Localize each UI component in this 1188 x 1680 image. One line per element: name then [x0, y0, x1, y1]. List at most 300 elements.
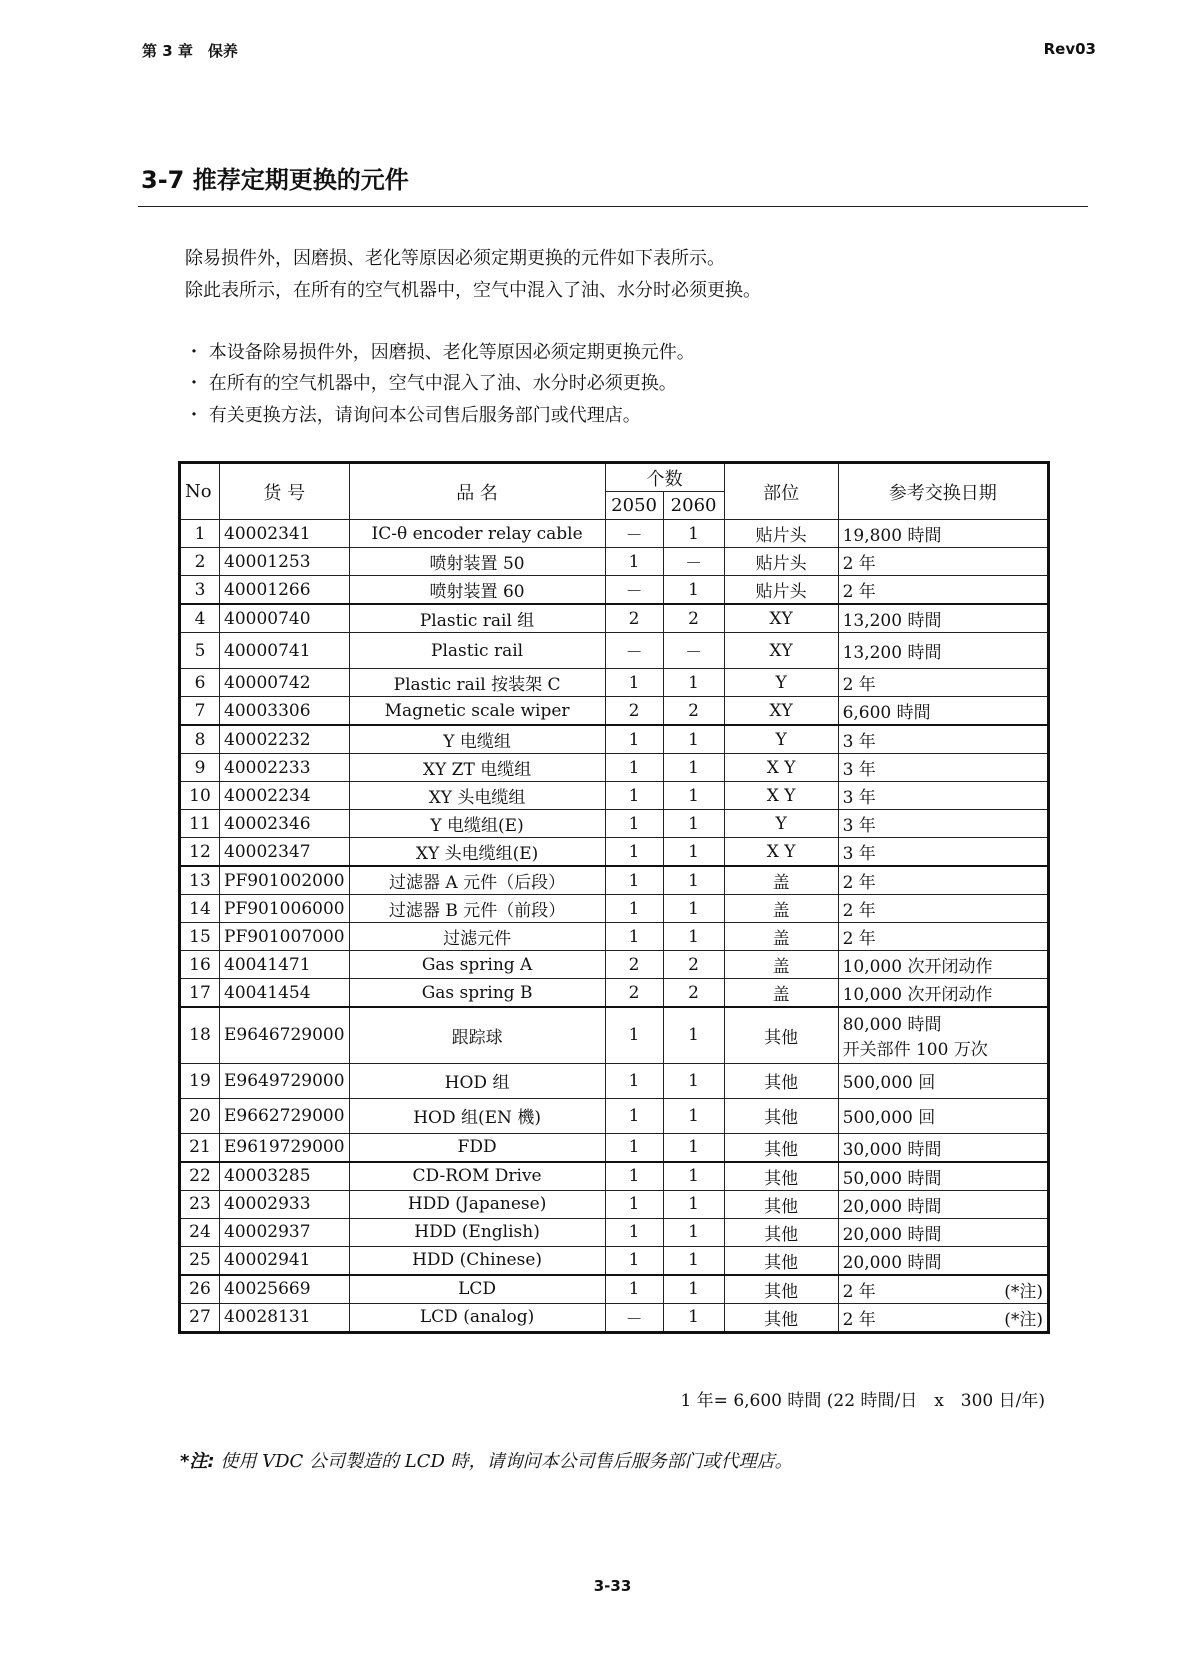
- location-text: X Y: [766, 757, 796, 778]
- table-row: [180, 697, 1049, 726]
- qty-2050: [605, 576, 663, 605]
- part-number-text: PF901002000: [224, 870, 345, 891]
- location-text: 盖: [772, 873, 790, 893]
- part-name: [349, 1246, 605, 1275]
- part-name-text: HOD 组(EN 機): [413, 1108, 541, 1128]
- row-no: [180, 1246, 220, 1275]
- replacement-period: [838, 633, 1048, 669]
- row-no-text: 7: [194, 700, 206, 721]
- part-name: [349, 838, 605, 867]
- part-number: [220, 923, 350, 951]
- row-no-text: 2: [194, 551, 206, 572]
- qty-2060: [663, 1275, 724, 1304]
- part-number: [220, 754, 350, 782]
- part-name: [349, 604, 605, 633]
- part-number: [220, 725, 350, 754]
- location: [724, 604, 838, 633]
- qty-2060-text: 1: [688, 898, 699, 919]
- replacement-period-text: 500,000 回: [842, 1073, 936, 1093]
- qty-2050-text: 1: [628, 551, 640, 572]
- qty-2060: [663, 520, 724, 548]
- row-no-text: 12: [189, 841, 211, 862]
- part-name: [349, 725, 605, 754]
- part-name-text: 跟踪球: [451, 1027, 503, 1048]
- replacement-period-text: 2 年: [842, 554, 876, 574]
- table-row: [180, 1007, 1049, 1063]
- qty-2060-text: 1: [688, 813, 699, 834]
- part-name: [349, 697, 605, 726]
- location-text: 贴片头: [755, 582, 807, 602]
- qty-2050: [605, 1133, 663, 1162]
- qty-2060-text: 1: [688, 926, 699, 947]
- qty-2060: [663, 1303, 724, 1332]
- qty-2060: [663, 1246, 724, 1275]
- row-no: [180, 520, 220, 548]
- replacement-period-text: 2 年: [842, 1309, 876, 1330]
- row-no-text: 8: [194, 729, 206, 750]
- replacement-period: [838, 520, 1048, 548]
- replacement-period-text: 20,000 時間: [842, 1224, 942, 1245]
- qty-2060: [663, 1007, 724, 1063]
- table-row: [180, 576, 1049, 605]
- part-number: [220, 1133, 350, 1162]
- table-row: [180, 1063, 1049, 1098]
- part-name-text: 过滤器 A 元件（后段）: [389, 873, 566, 893]
- qty-2050: [605, 1275, 663, 1304]
- part-name-text: Y 电缆组: [443, 732, 511, 752]
- qty-2050-text: 1: [628, 672, 640, 693]
- qty-2050-text: 1: [628, 729, 640, 750]
- location: [724, 1190, 838, 1218]
- col-period: 参考交换日期: [838, 463, 1048, 520]
- qty-2060-text: 1: [688, 1070, 699, 1091]
- qty-2050-text: 1: [628, 898, 640, 919]
- qty-2050: [605, 866, 663, 895]
- part-name-text: HDD (Chinese): [412, 1250, 543, 1270]
- part-number: [220, 576, 350, 605]
- qty-2060-text: 1: [688, 1105, 699, 1126]
- table-row: [180, 548, 1049, 576]
- part-number: [220, 1063, 350, 1098]
- row-no-text: 17: [189, 982, 211, 1003]
- part-number: [220, 838, 350, 867]
- location-text: XY: [769, 640, 793, 661]
- part-name-text: LCD: [458, 1279, 497, 1299]
- row-no: [180, 669, 220, 697]
- location: [724, 1063, 838, 1098]
- qty-2060-text: －: [685, 643, 703, 663]
- part-name-text: HOD 组: [444, 1073, 510, 1093]
- replacement-period: [838, 979, 1048, 1008]
- qty-2050-text: 1: [628, 870, 640, 891]
- table-row: [180, 979, 1049, 1008]
- chapter-header: 第 3 章 保养: [142, 42, 238, 60]
- row-no-text: 24: [189, 1222, 211, 1242]
- part-number-text: 40001253: [224, 551, 311, 572]
- replacement-period: [838, 697, 1048, 726]
- part-number: [220, 866, 350, 895]
- qty-2060-text: －: [685, 554, 703, 574]
- replacement-period: [838, 1303, 1048, 1332]
- part-name: [349, 1218, 605, 1246]
- bullet-item: ・ 有关更换方法，请询问本公司售后服务部门或代理店。: [185, 405, 641, 426]
- row-no: [180, 782, 220, 810]
- part-number-text: 40003285: [224, 1166, 311, 1186]
- replacement-period: [838, 576, 1048, 605]
- part-number: [220, 1007, 350, 1063]
- location-text: 其他: [764, 1108, 799, 1128]
- qty-2050-text: 1: [628, 1137, 640, 1157]
- table-row: [180, 923, 1049, 951]
- row-no: [180, 1063, 220, 1098]
- location-text: 盖: [772, 901, 790, 921]
- part-name-text: Y 电缆组(E): [430, 816, 524, 836]
- part-number-text: 40002937: [224, 1222, 311, 1242]
- table-row: [180, 1246, 1049, 1275]
- part-number-text: 40025669: [224, 1279, 311, 1299]
- location-text: Y: [775, 813, 787, 834]
- table-row: [180, 810, 1049, 838]
- replacement-period: [838, 951, 1048, 979]
- qty-2050: [605, 1218, 663, 1246]
- part-number-text: 40041454: [224, 982, 311, 1003]
- row-no-text: 10: [189, 785, 211, 806]
- qty-2050-text: 1: [628, 757, 640, 778]
- row-no: [180, 923, 220, 951]
- part-name-text: HDD (Japanese): [407, 1194, 547, 1214]
- bullet-item: ・ 在所有的空气机器中，空气中混入了油、水分时必须更换。: [185, 373, 677, 394]
- parts-table: [178, 461, 1050, 1334]
- replacement-period: [838, 895, 1048, 923]
- qty-2050-text: 1: [628, 1279, 640, 1299]
- part-number: [220, 669, 350, 697]
- replacement-period-text: 2 年: [842, 901, 876, 921]
- replacement-period: [838, 1275, 1048, 1304]
- part-name-text: XY 头电缆组(E): [415, 844, 539, 864]
- part-name: [349, 895, 605, 923]
- replacement-period-text: 2 年: [842, 582, 876, 602]
- intro-line: 除此表所示，在所有的空气机器中，空气中混入了油、水分时必须更换。: [185, 280, 761, 301]
- table-row: [180, 1098, 1049, 1133]
- part-number: [220, 1303, 350, 1332]
- table-row: [180, 782, 1049, 810]
- qty-2050-text: 1: [628, 1070, 640, 1091]
- qty-2060: [663, 1063, 724, 1098]
- replacement-period-text: 13,200 時間: [842, 611, 942, 631]
- part-name: [349, 1063, 605, 1098]
- location: [724, 951, 838, 979]
- qty-2050-text: －: [625, 1309, 643, 1330]
- row-no-text: 6: [194, 672, 206, 693]
- part-number-text: 40000741: [224, 640, 311, 661]
- qty-2060: [663, 576, 724, 605]
- table-row: [180, 604, 1049, 633]
- part-number: [220, 979, 350, 1008]
- row-no: [180, 725, 220, 754]
- qty-2060: [663, 1098, 724, 1133]
- col-model-2060: 2060: [663, 492, 724, 520]
- row-no-text: 9: [194, 757, 206, 778]
- qty-2060-text: 1: [688, 729, 699, 750]
- part-name-text: Plastic rail 按装架 C: [393, 675, 561, 695]
- qty-2060: [663, 754, 724, 782]
- col-quantity: 个数: [605, 463, 724, 492]
- part-name: [349, 520, 605, 548]
- row-no-text: 1: [194, 523, 206, 544]
- part-name: [349, 1098, 605, 1133]
- qty-2050-text: －: [625, 526, 643, 546]
- qty-2060: [663, 810, 724, 838]
- location: [724, 1098, 838, 1133]
- replacement-period-text: 3 年: [842, 788, 876, 808]
- part-name: [349, 754, 605, 782]
- location-text: 其他: [764, 1139, 799, 1160]
- part-name-text: XY 头电缆组: [428, 788, 526, 808]
- row-no: [180, 866, 220, 895]
- location: [724, 754, 838, 782]
- replacement-period-text: 3 年: [842, 844, 876, 864]
- replacement-period-text: 80,000 時間 开关部件 100 万次: [842, 1015, 988, 1061]
- part-name: [349, 1162, 605, 1191]
- part-number-text: 40002341: [224, 523, 311, 544]
- part-number: [220, 1190, 350, 1218]
- part-name-text: Magnetic scale wiper: [384, 700, 570, 721]
- row-no: [180, 1303, 220, 1332]
- qty-2050-text: 1: [628, 1105, 640, 1126]
- row-no-text: 11: [189, 813, 211, 834]
- table-row: [180, 895, 1049, 923]
- qty-2060: [663, 1133, 724, 1162]
- qty-2050: [605, 979, 663, 1008]
- row-no-text: 22: [189, 1166, 211, 1186]
- row-no: [180, 895, 220, 923]
- part-name: [349, 1190, 605, 1218]
- qty-2050: [605, 633, 663, 669]
- note-text: 使用 VDC 公司製造的 LCD 時，请询问本公司售后服务部门或代理店。: [214, 1451, 793, 1472]
- qty-2050: [605, 895, 663, 923]
- replacement-period: [838, 810, 1048, 838]
- replacement-period-text: 500,000 回: [842, 1108, 936, 1128]
- part-name: [349, 866, 605, 895]
- table-row: [180, 1133, 1049, 1162]
- location: [724, 866, 838, 895]
- location-text: 其他: [764, 1252, 799, 1273]
- row-no-text: 23: [189, 1194, 211, 1214]
- part-number-text: 40000742: [224, 672, 311, 693]
- part-name-text: LCD (analog): [419, 1307, 535, 1327]
- location-text: 其他: [764, 1196, 799, 1217]
- location: [724, 1275, 838, 1304]
- replacement-period-text: 19,800 時間: [842, 526, 942, 546]
- location: [724, 548, 838, 576]
- table-row: [180, 1303, 1049, 1332]
- qty-2060-text: 1: [688, 1137, 699, 1157]
- replacement-period: [838, 1218, 1048, 1246]
- row-no-text: 26: [189, 1279, 211, 1299]
- location: [724, 1007, 838, 1063]
- part-name-text: CD-ROM Drive: [412, 1166, 542, 1186]
- qty-2050-text: 1: [628, 785, 640, 806]
- qty-2060-text: 1: [688, 870, 699, 891]
- col-model-2050: 2050: [605, 492, 663, 520]
- part-name: [349, 633, 605, 669]
- location: [724, 633, 838, 669]
- table-row: [180, 725, 1049, 754]
- col-name: 品 名: [349, 463, 605, 520]
- location-text: 其他: [764, 1073, 799, 1093]
- qty-2050-text: 2: [628, 954, 640, 975]
- part-number: [220, 810, 350, 838]
- qty-2050: [605, 1190, 663, 1218]
- qty-2050: [605, 725, 663, 754]
- row-no-text: 3: [194, 579, 206, 600]
- table-row: [180, 520, 1049, 548]
- qty-2060-text: 1: [688, 757, 699, 778]
- part-name: [349, 548, 605, 576]
- location: [724, 1133, 838, 1162]
- part-number-text: E9662729000: [224, 1105, 345, 1126]
- replacement-period: [838, 1190, 1048, 1218]
- part-number: [220, 1275, 350, 1304]
- location: [724, 923, 838, 951]
- qty-2060-text: 1: [688, 1250, 699, 1270]
- revision-label: Rev03: [1043, 40, 1096, 58]
- row-no: [180, 951, 220, 979]
- part-number-text: 40002233: [224, 757, 311, 778]
- qty-2050: [605, 1162, 663, 1191]
- part-name-text: 过滤元件: [443, 929, 512, 949]
- qty-2050: [605, 548, 663, 576]
- qty-2060-text: 1: [688, 1307, 699, 1327]
- replacement-period: [838, 866, 1048, 895]
- part-name: [349, 1275, 605, 1304]
- location-text: X Y: [766, 841, 796, 862]
- qty-2060-text: 1: [688, 785, 699, 806]
- part-number: [220, 1218, 350, 1246]
- part-number: [220, 633, 350, 669]
- replacement-period: [838, 1063, 1048, 1098]
- row-no: [180, 979, 220, 1008]
- qty-2060-text: 1: [688, 579, 699, 600]
- replacement-period-text: 2 年: [842, 1281, 876, 1302]
- part-number-text: 40000740: [224, 608, 311, 629]
- qty-2060: [663, 669, 724, 697]
- part-number: [220, 548, 350, 576]
- qty-2060: [663, 604, 724, 633]
- replacement-period: [838, 604, 1048, 633]
- row-no-text: 27: [189, 1307, 211, 1327]
- part-name: [349, 1007, 605, 1063]
- qty-2050-text: 1: [628, 1222, 640, 1242]
- part-name-text: IC-θ encoder relay cable: [371, 523, 583, 544]
- part-number-text: 40002346: [224, 813, 311, 834]
- replacement-period: [838, 548, 1048, 576]
- replacement-period: [838, 1162, 1048, 1191]
- row-no-text: 14: [189, 898, 211, 919]
- qty-2060: [663, 895, 724, 923]
- replacement-period: [838, 923, 1048, 951]
- note-ref: (*注): [1004, 1281, 1043, 1302]
- part-name: [349, 979, 605, 1008]
- qty-2060: [663, 633, 724, 669]
- row-no: [180, 633, 220, 669]
- part-name: [349, 810, 605, 838]
- qty-2060-text: 1: [688, 1279, 699, 1299]
- qty-2050-text: －: [625, 643, 643, 663]
- replacement-period: [838, 1133, 1048, 1162]
- table-row: [180, 1218, 1049, 1246]
- qty-2050: [605, 838, 663, 867]
- page-number: 3-33: [593, 1577, 632, 1595]
- replacement-period-text: 20,000 時間: [842, 1252, 942, 1273]
- part-number: [220, 697, 350, 726]
- location-text: 其他: [764, 1168, 799, 1189]
- replacement-period-text: 30,000 時間: [842, 1139, 942, 1160]
- part-number-text: E9649729000: [224, 1070, 345, 1091]
- location: [724, 838, 838, 867]
- row-no-text: 4: [194, 608, 206, 629]
- replacement-period-text: 13,200 時間: [842, 643, 942, 663]
- qty-2060: [663, 725, 724, 754]
- qty-2050: [605, 1303, 663, 1332]
- row-no: [180, 1162, 220, 1191]
- location: [724, 895, 838, 923]
- row-no-text: 19: [189, 1070, 211, 1091]
- location-text: 盖: [772, 929, 790, 949]
- part-name-text: XY ZT 电缆组: [422, 760, 532, 780]
- replacement-period: [838, 782, 1048, 810]
- qty-2050: [605, 697, 663, 726]
- location-text: XY: [769, 608, 793, 629]
- part-name-text: 过滤器 B 元件（前段）: [388, 901, 566, 921]
- row-no: [180, 1007, 220, 1063]
- location: [724, 697, 838, 726]
- part-name: [349, 923, 605, 951]
- part-name: [349, 782, 605, 810]
- col-part-number: 货 号: [220, 463, 350, 520]
- part-number: [220, 951, 350, 979]
- qty-2060: [663, 866, 724, 895]
- location: [724, 576, 838, 605]
- qty-2060: [663, 979, 724, 1008]
- part-number-text: PF901007000: [224, 926, 345, 947]
- replacement-period: [838, 1098, 1048, 1133]
- replacement-period-text: 3 年: [842, 760, 876, 780]
- part-number-text: 40002941: [224, 1250, 311, 1270]
- bullet-item: ・ 本设备除易损件外，因磨损、老化等原因必须定期更换元件。: [185, 342, 695, 363]
- qty-2060-text: 2: [688, 608, 699, 629]
- part-number-text: 40001266: [224, 579, 311, 600]
- table-row: [180, 866, 1049, 895]
- part-number-text: 40002234: [224, 785, 311, 806]
- qty-2050: [605, 1246, 663, 1275]
- lcd-note: [180, 1447, 793, 1473]
- location-text: Y: [775, 729, 787, 750]
- row-no: [180, 1098, 220, 1133]
- part-number-text: E9646729000: [224, 1025, 345, 1046]
- row-no-text: 25: [189, 1250, 211, 1270]
- table-row: [180, 838, 1049, 867]
- qty-2060: [663, 782, 724, 810]
- location-text: 其他: [764, 1224, 799, 1245]
- row-no-text: 15: [189, 926, 211, 947]
- row-no-text: 18: [189, 1025, 211, 1046]
- qty-2050: [605, 1063, 663, 1098]
- replacement-period-text: 10,000 次开闭动作: [842, 985, 993, 1005]
- row-no: [180, 1218, 220, 1246]
- table-row: [180, 951, 1049, 979]
- row-no: [180, 1133, 220, 1162]
